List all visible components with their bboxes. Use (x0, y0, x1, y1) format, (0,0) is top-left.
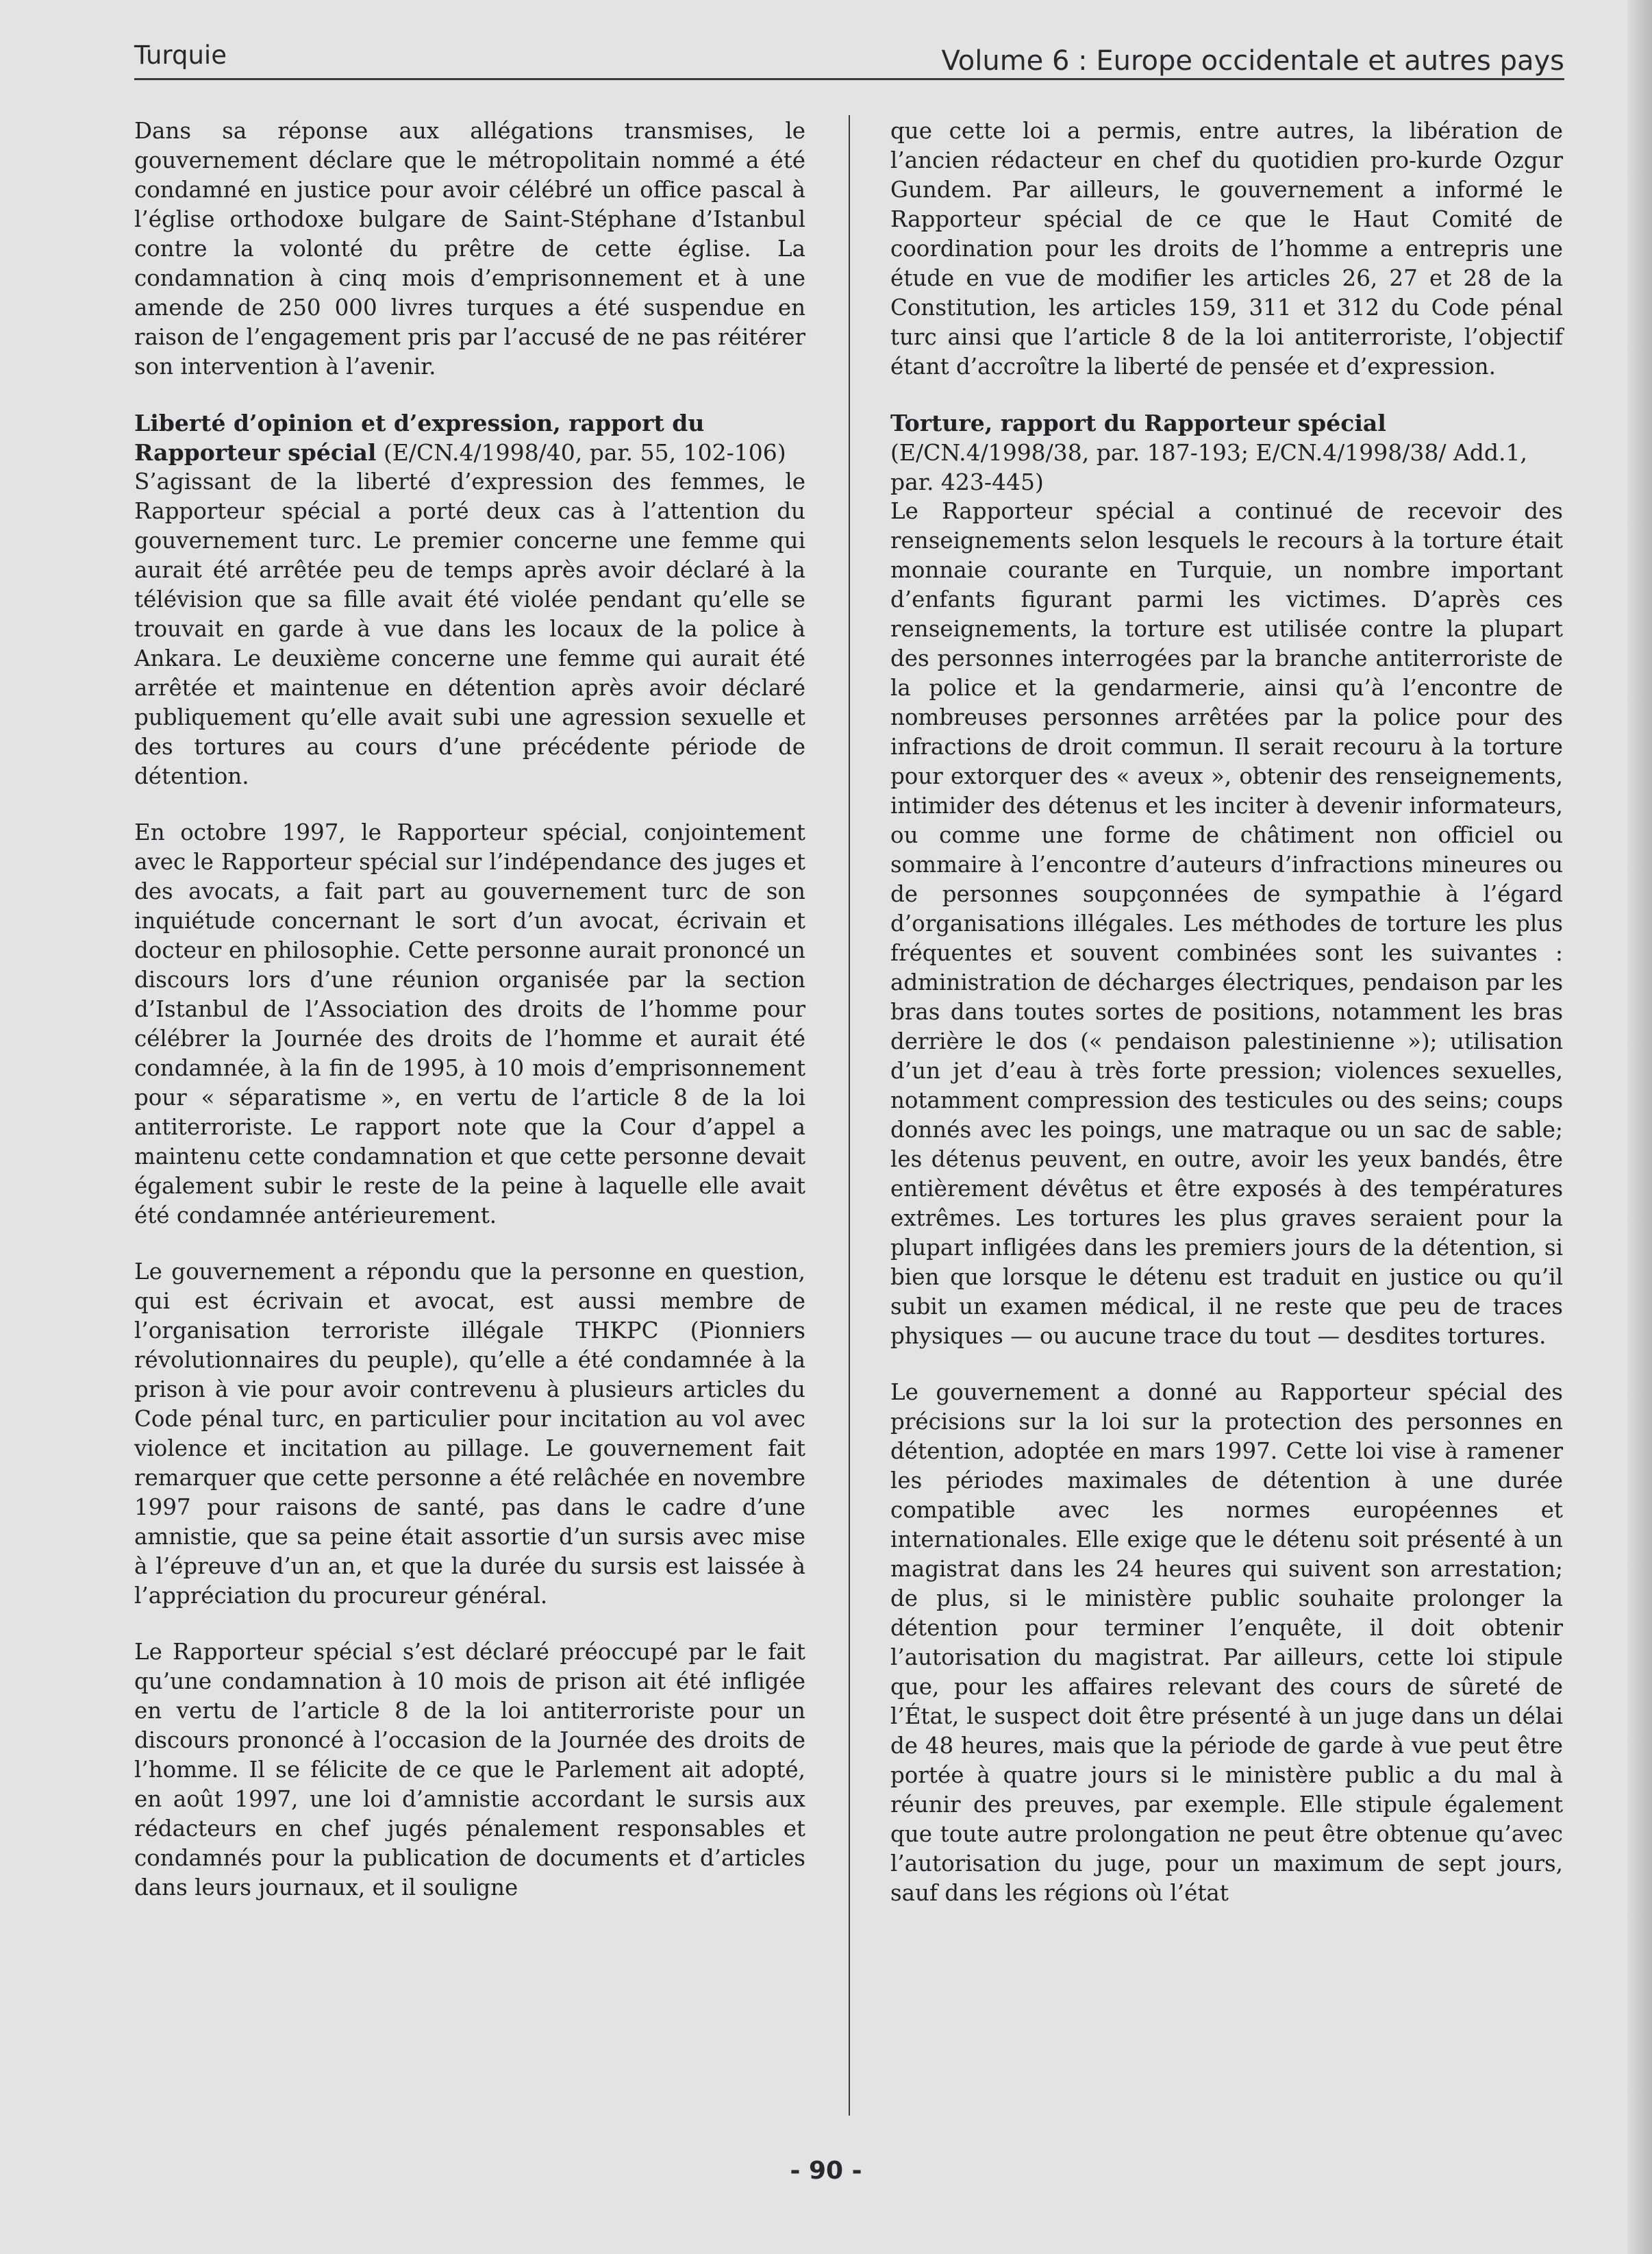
paragraph-october-1997: En octobre 1997, le Rapporteur spécial, conjointement avec le Rapporteur spécial sur l’indépendance des juges et des avocats, a fait part au gouvernement turc de son inquiétude concernant le sort d’un avocat, écrivain et docteur en philosophie. Cette personne aurait prononcé un discours lors d’une réunion organisée par la section d’Istanbul de l’Association des droits de l’homme pour célébrer la Journée des droits de l’homme et aurait été condamnée, à la fin de 1995, à 10 mois d’emprisonnement pour « séparatisme », en vertu de l’article 8 de la loi antiterroriste. Le rapport note que la Cour d’appel a maintenu cette condamnation et que cette personne devait également subir le reste de la peine à laquelle elle avait été condamnée antérieurement. (134, 819, 805, 1228)
running-header (134, 30, 1564, 80)
section-heading-expression-title: Liberté d’opinion et d’expression, rapport du Rapporteur spécial (134, 410, 705, 466)
paragraph-government-response: Le gouvernement a répondu que la personne en question, qui est écrivain et avocat, est aussi membre de l’organisation terroriste illégale THKPC (Pionniers révolutionnaires du peuple), qu’elle a été condamnée à la prison à vie pour avoir contrevenu à plusieurs articles du Code pénal turc, en particulier pour incitation au vol avec violence et incitation au pillage. Le gouvernement fait remarquer que cette personne a été relâchée en novembre 1997 pour raisons de santé, pas dans le cadre d’une amnistie, que sa peine était assortie d’un sursis avec mise à l’épreuve d’un an, et que la durée du sursis est laissée à l’appréciation du procureur général. (134, 1259, 805, 1609)
paragraph-government-reply: Dans sa réponse aux allégations transmises, le gouvernement déclare que le métropolitain nommé a été condamné en justice pour avoir célébré un office pascal à l’église orthodoxe bulgare de Saint-Stéphane d’Istanbul contre la volonté du prêtre de cette église. La condamnation à cinq mois d’emprisonnement et à une amende de 250 000 livres turques a été suspendue en raison de l’engagement pris par l’accusé de ne pas réitérer son intervention à l’avenir. (134, 118, 805, 380)
header-volume: Volume 6 : Europe occidentale et autres pays (941, 45, 1564, 77)
paragraph-women-expression: S’agissant de la liberté d’expression des femmes, le Rapporteur spécial a porté deux cas à l’attention du gouvernement turc. Le premier concerne une femme qui aurait été arrêtée peu de temps après avoir déclaré à la télévision que sa fille avait été violée pendant qu’elle se trouvait en garde à vue dans les locaux de la police à Ankara. Le deuxième concerne une femme qui aurait été arrêtée et maintenue en détention après avoir déclaré publiquement qu’elle avait subi une agression sexuelle et des tortures au cours d’une précédente période de détention. (134, 469, 805, 789)
section-heading-expression (134, 408, 805, 467)
right-column (890, 116, 1563, 1935)
section-heading-torture-ref: (E/CN.4/1998/38, par. 187-193; E/CN.4/1998/38/ Add.1, par. 423-445) (890, 439, 1528, 495)
paragraph-amnesty-continuation: que cette loi a permis, entre autres, la libération de l’ancien rédacteur en chef du quotidien pro-kurde Ozgur Gundem. Par ailleurs, le gouvernement a informé le Rapporteur spécial de ce que le Haut Comité de coordination pour les droits de l’homme a entrepris une étude en vue de modifier les articles 26, 27 et 28 de la Constitution, les articles 159, 311 et 312 du Code pénal turc ainsi que l’article 8 de la loi antiterroriste, l’objectif étant d’accroître la liberté de pensée et d’expression. (890, 118, 1563, 380)
header-country: Turquie (134, 40, 227, 70)
section-heading-torture-title: Torture, rapport du Rapporteur spécial (890, 410, 1386, 436)
scan-edge-shadow (1627, 0, 1652, 2254)
page-number: - 90 - (790, 2157, 862, 2185)
paragraph-torture-reports: Le Rapporteur spécial a continué de recevoir des renseignements selon lesquels le recours à la torture était monnaie courante en Turquie, un nombre important d’enfants figurant parmi les victimes. D’après ces renseignements, la torture est utilisée contre la plupart des personnes interrogées par la branche antiterroriste de la police et la gendarmerie, ainsi qu’à l’encontre de nombreuses personnes arrêtées par la police pour des infractions de droit commun. Il serait recouru à la torture pour extorquer des « aveux », obtenir des renseignements, intimider des détenus et les inciter à devenir informateurs, ou comme une forme de châtiment non officiel ou sommaire à l’encontre d’auteurs d’infractions mineures ou de personnes soupçonnées de sympathie à l’égard d’organisations illégales. Les méthodes de torture les plus fréquentes et souvent combinées sont les suivantes : administration de décharges électriques, pendaison par les bras dans toutes sortes de positions, notamment les bras derrière le dos (« pendaison palestinienne »); utilisation d’un jet d’eau à très forte pression; violences sexuelles, notamment compression des testicules ou des seins; coups donnés avec les poings, une matraque ou un sac de sable; les détenus peuvent, en outre, avoir les yeux bandés, être entièrement dévêtus et être exposés à des températures extrêmes. Les tortures les plus graves seraient pour la plupart infligées dans les premiers jours de la détention, si bien que lorsque le détenu est traduit en justice ou qu’il subit un examen médical, il ne reste que peu de traces physiques — ou aucune trace du tout — desdites tortures. (890, 498, 1563, 1349)
left-column (134, 116, 805, 1929)
section-heading-expression-ref: (E/CN.4/1998/40, par. 55, 102-106) (383, 439, 786, 466)
column-divider (849, 115, 850, 2116)
section-heading-torture (890, 408, 1563, 497)
paragraph-rapporteur-concern: Le Rapporteur spécial s’est déclaré préoccupé par le fait qu’une condamnation à 10 mois de prison ait été infligée en vertu de l’article 8 de la loi antiterroriste pour un discours prononcé à l’occasion de la Journée des droits de l’homme. Il se félicite de ce que le Parlement ait adopté, en août 1997, une loi d’amnistie accordant le sursis aux rédacteurs en chef jugés pénalement responsables et condamnés pour la publication de documents et d’articles dans leurs journaux, et il souligne (134, 1639, 805, 1900)
paragraph-detention-law: Le gouvernement a donné au Rapporteur spécial des précisions sur la loi sur la protection des personnes en détention, adoptée en mars 1997. Cette loi vise à ramener les périodes maximales de détention à une durée compatible avec les normes européennes et internationales. Elle exige que le détenu soit présenté à un magistrat dans les 24 heures qui suivent son arrestation; de plus, si le ministère public souhaite prolonger la détention pour terminer l’enquête, il doit obtenir l’autorisation du magistrat. Par ailleurs, cette loi stipule que, pour les affaires relevant des cours de sûreté de l’État, le suspect doit être présenté à un juge dans un délai de 48 heures, mais que la période de garde à vue peut être portée à quatre jours si le ministère public a du mal à réunir des preuves, par exemple. Elle stipule également que toute autre prolongation ne peut être obtenue qu’avec l’autorisation du juge, pour un maximum de sept jours, sauf dans les régions où l’état (890, 1379, 1563, 1906)
